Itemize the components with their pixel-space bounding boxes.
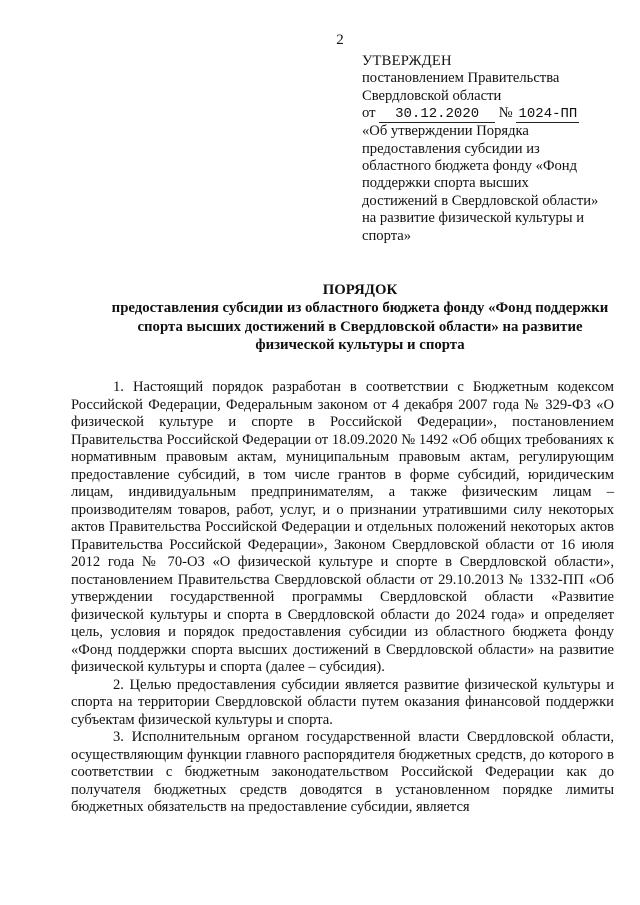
approval-date-line [362,105,622,123]
number-prefix: № [498,105,513,122]
paragraph-2: 2. Целью предоставления субсидии является развитие физической культуры и спорта на территории Свердловской области путем оказания финансовой поддержки субъектам физической культуры и спорта. [71,676,614,728]
approval-line-7: поддержки спорта высших [362,175,529,192]
approval-title: УТВЕРЖДЕН [362,53,452,69]
paragraph-1: 1. Настоящий порядок разработан в соответствии с Бюджетным кодексом Российской Федерации, Федеральным законом от 4 декабря 2007 года № 329-ФЗ «О физической культуре и спорте в Российской Федерации», постановлением Правительства Российской Федерации от 18.09.2020 № 1492 «Об общих требованиях к нормативным правовым актам, муниципальным правовым актам, регулирующим предоставление субсидий, в том числе грантов в форме субсидий, юридическим лицам, индивидуальным предпринимателям, а также физическим лицам – производителям товаров, работ, услуг, и о признании утратившими силу некоторых актов Правительства Российской Федерации и отдельных положений некоторых актов Правительства Российской Федерации», Законом Свердловской области от 16 июля 2012 года № 70-ОЗ «О физической культуре и спорте в Свердловской области», постановлением Правительства Свердловской области от 29.10.2013 № 1332-ПП «Об утверждении государственной программы Свердловской области «Развитие физической культуры и спорта в Свердловской области до 2024 года» и определяет цель, условия и порядок предоставления субсидии из областного бюджета фонду «Фонд поддержки спорта высших достижений в Свердловской области» на развитие физической культуры и спорта (далее – субсидия). [71,379,614,675]
approval-line-1: постановлением Правительства [362,70,560,87]
heading-line-1: предоставления субсидии из областного бюджета фонду «Фонд поддержки [111,300,609,317]
paragraph-3: 3. Исполнительным органом государственной власти Свердловской области, осуществляющим функции главного распорядителя бюджетных средств, до которого в соответствии с бюджетным законодательством Российской Федерации как до получателя бюджетных средств доводятся в установленном порядке лимиты бюджетных обязательств на предоставление субсидии, является [71,729,614,815]
page-number: 2 [336,32,344,48]
approval-line-4: «Об утверждении Порядка [362,123,529,140]
document-body [71,379,614,817]
heading-line-3: физической культуры и спорта [255,337,465,354]
approval-line-9: на развитие физической культуры и [362,210,585,227]
date-prefix: от [362,105,376,122]
heading-line-2: спорта высших достижений в Свердловской области» на развитие [137,318,583,335]
approval-line-6: областного бюджета фонду «Фонд [362,158,578,175]
document-heading [70,281,640,355]
approval-block [362,53,622,245]
document-title: ПОРЯДОК [322,282,398,298]
approval-line-8: достижений в Свердловской области» [362,192,599,209]
approval-line-2: Свердловской области [362,87,502,104]
approval-date: 30.12.2020 [379,107,495,123]
approval-line-10: спорта» [362,227,412,244]
approval-number: 1024-ПП [516,107,579,123]
approval-line-5: предоставления субсидии из [362,140,540,157]
